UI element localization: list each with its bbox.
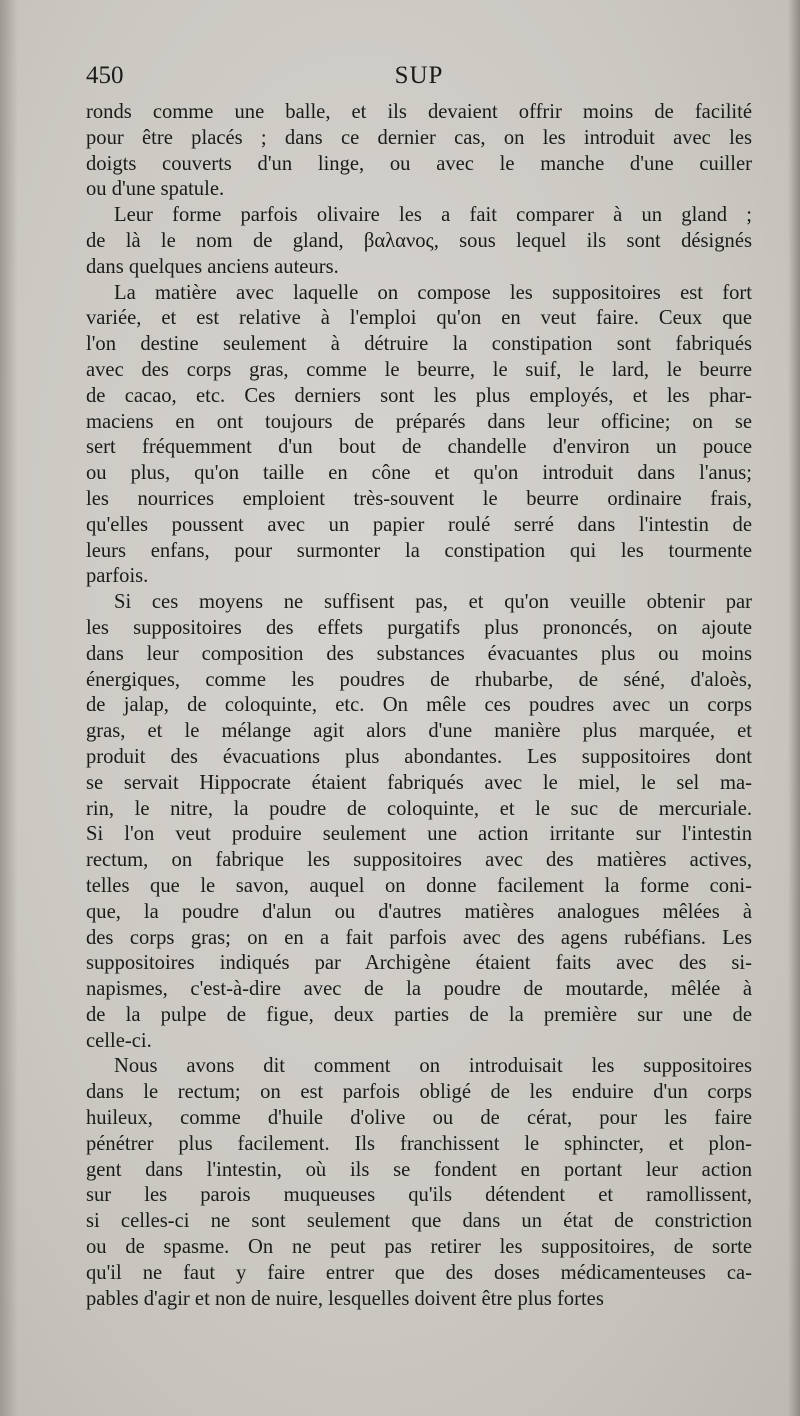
text-line: ou d'une spatule. <box>86 178 225 201</box>
text-line: leurs enfans, pour surmonter la constipation qui les tourmente <box>86 539 752 562</box>
text-line: variée, et est relative à l'emploi qu'on en veut faire. Ceux que <box>86 307 752 330</box>
text-line: Leur forme parfois olivaire les a fait comparer à un gland ; <box>114 204 752 227</box>
text-line: les nourrices emploient très-souvent le beurre ordinaire frais, <box>86 487 752 510</box>
text-line: de la pulpe de figue, deux parties de la première sur une de <box>86 1003 752 1026</box>
paragraph <box>86 281 752 591</box>
text-line: les suppositoires des effets purgatifs plus prononcés, on ajoute <box>86 616 752 639</box>
text-line: sert fréquemment d'un bout de chandelle d'environ un pouce <box>86 436 752 459</box>
text-line: de cacao, etc. Ces derniers sont les plus employés, et les phar- <box>86 384 752 407</box>
page-number: 450 <box>86 62 124 89</box>
text-line: qu'il ne faut y faire entrer que des doses médicamenteuses ca- <box>86 1261 752 1284</box>
text-line: maciens en ont toujours de préparés dans leur officine; on se <box>86 410 752 433</box>
page-header <box>86 62 752 92</box>
text-line: doigts couverts d'un linge, ou avec le manche d'une cuiller <box>86 152 752 175</box>
text-line: gras, et le mélange agit alors d'une manière plus marquée, et <box>86 720 752 743</box>
text-line: se servait Hippocrate étaient fabriqués avec le miel, le sel ma- <box>86 771 752 794</box>
text-line: Si ces moyens ne suffisent pas, et qu'on veuille obtenir par <box>114 591 752 614</box>
text-line: napismes, c'est-à-dire avec de la poudre de moutarde, mêlée à <box>86 978 752 1001</box>
paragraph <box>86 100 752 203</box>
text-line: dans le rectum; on est parfois obligé de les enduire d'un corps <box>86 1081 752 1104</box>
text-line: telles que le savon, auquel on donne facilement la forme coni- <box>86 874 752 897</box>
paragraph <box>86 203 752 280</box>
text-line: produit des évacuations plus abondantes. Les suppositoires dont <box>86 745 752 768</box>
text-line: qu'elles poussent avec un papier roulé serré dans l'intestin de <box>86 513 752 536</box>
text-line: de là le nom de gland, βαλανος, sous lequel ils sont désignés <box>86 229 752 252</box>
text-line: gent dans l'intestin, où ils se fondent en portant leur action <box>86 1158 752 1181</box>
text-line: dans leur composition des substances évacuantes plus ou moins <box>86 642 752 665</box>
text-line: ou plus, qu'on taille en cône et qu'on introduit dans l'anus; <box>86 462 752 485</box>
text-line: si celles-ci ne sont seulement que dans un état de constriction <box>86 1210 752 1233</box>
running-head: SUP <box>394 62 444 89</box>
text-line: rin, le nitre, la poudre de coloquinte, et le suc de mercuriale. <box>86 797 752 820</box>
paragraph <box>86 1054 752 1312</box>
text-line: de jalap, de coloquinte, etc. On mêle ces poudres avec un corps <box>86 694 752 717</box>
text-line: des corps gras; on en a fait parfois avec des agens rubéfians. Les <box>86 926 752 949</box>
text-line: huileux, comme d'huile d'olive ou de cérat, pour les faire <box>86 1107 752 1130</box>
paragraph <box>86 590 752 1054</box>
text-line: que, la poudre d'alun ou d'autres matières analogues mêlées à <box>86 900 752 923</box>
text-line: parfois. <box>86 565 149 588</box>
text-line: ou de spasme. On ne peut pas retirer les suppositoires, de sorte <box>86 1236 752 1259</box>
text-line: La matière avec laquelle on compose les suppositoires est fort <box>114 281 752 304</box>
text-line: ronds comme une balle, et ils devaient offrir moins de facilité <box>86 101 752 123</box>
text-line: celle-ci. <box>86 1029 152 1052</box>
page-gutter-shadow <box>0 0 18 1416</box>
text-line: rectum, on fabrique les suppositoires avec des matières actives, <box>86 849 752 872</box>
text-line: pour être placés ; dans ce dernier cas, on les introduit avec les <box>86 126 752 149</box>
text-line: avec des corps gras, comme le beurre, le suif, le lard, le beurre <box>86 358 752 381</box>
body-text <box>86 100 752 1312</box>
text-line: sur les parois muqueuses qu'ils détendent et ramollissent, <box>86 1184 752 1207</box>
text-line: dans quelques anciens auteurs. <box>86 255 339 278</box>
text-line: énergiques, comme les poudres de rhubarbe, de séné, d'aloès, <box>86 668 752 691</box>
text-line: Si l'on veut produire seulement une action irritante sur l'intestin <box>86 823 752 846</box>
text-line: pables d'agir et non de nuire, lesquelles doivent être plus fortes <box>86 1287 604 1310</box>
text-line: Nous avons dit comment on introduisait les suppositoires <box>114 1055 752 1078</box>
text-line: suppositoires indiqués par Archigène étaient faits avec des si- <box>86 952 752 975</box>
text-line: pénétrer plus facilement. Ils franchissent le sphincter, et plon- <box>86 1132 752 1155</box>
page-edge-shadow <box>788 0 800 1416</box>
text-line: l'on destine seulement à détruire la constipation sont fabriqués <box>86 333 752 356</box>
